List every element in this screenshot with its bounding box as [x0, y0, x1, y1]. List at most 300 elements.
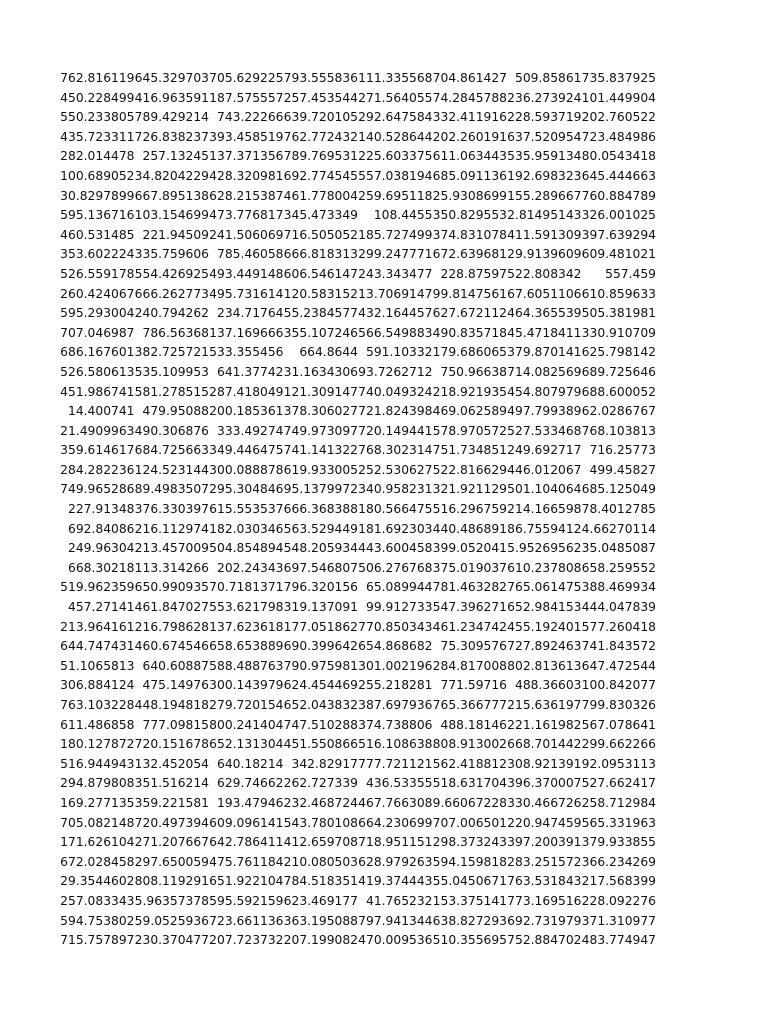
table-cell: 9.66067228 [432, 795, 507, 810]
table-cell: 692.84086 [68, 521, 135, 536]
table-cell: 460.674546 [134, 639, 209, 654]
table-cell: 271.207667 [134, 835, 209, 850]
table-cell: 89.4983507 [134, 482, 209, 497]
table-cell: 557.038194 [358, 168, 433, 183]
table-cell: 259.695118 [358, 188, 433, 203]
table-cell: 595.293004 [60, 306, 135, 321]
table-cell: 359.221581 [134, 795, 209, 810]
table-cell: 715.757897 [60, 933, 135, 948]
table-cell: 765.366777 [432, 698, 507, 712]
table-cell: 284.817008 [432, 658, 507, 673]
table-cell: 440.486891 [432, 521, 507, 536]
table-cell: 4.66270114 [581, 521, 656, 536]
table-cell: 654.868682 [358, 639, 433, 654]
table-cell: 548.205934 [283, 541, 358, 556]
table-cell: 461.778004 [283, 188, 358, 203]
table-cell: 760.884789 [581, 188, 656, 203]
table-cell: 516.108638 [358, 737, 433, 752]
table-cell: 610.859633 [581, 286, 656, 301]
table-cell: 516.296759 [432, 502, 507, 517]
table-cell: 461.234742 [432, 619, 507, 634]
table-row [60, 520, 656, 540]
table-cell: 707.006501 [432, 815, 507, 830]
table-cell: 297.650059 [134, 854, 209, 869]
table-cell: 664.8644 [299, 345, 358, 360]
table-cell: 752.884702 [507, 933, 582, 948]
table-row [60, 285, 656, 305]
table-cell: 451.986741 [60, 384, 135, 399]
table-cell: 216.112974 [134, 521, 209, 536]
table-cell: 215.636197 [507, 698, 582, 712]
table-cell: 200.185361 [209, 404, 284, 419]
table-cell: 374.738806 [358, 717, 433, 732]
table-cell: 666.368388 [283, 502, 358, 517]
table-cell: 295.304846 [209, 482, 284, 497]
table-cell: 232.468724 [283, 795, 358, 810]
table-row [60, 794, 656, 814]
table-cell: 397.200391 [507, 835, 582, 850]
table-cell: 31.1634306 [283, 364, 358, 379]
table-cell: 543.780108 [283, 815, 358, 830]
table-cell: 802.813613 [507, 658, 582, 673]
table-cell: 221.94509 [142, 227, 209, 242]
table-cell: 236.273924 [507, 90, 582, 105]
table-row [60, 69, 656, 89]
table-cell: 13.7069147 [358, 286, 433, 301]
table-cell: 187.575557 [209, 90, 284, 105]
table-cell: 446.012067 [507, 462, 582, 477]
table-row [60, 814, 656, 834]
table-cell: 645.444663 [581, 168, 656, 183]
table-cell: 100.842077 [581, 678, 656, 693]
table-cell: 5.96357378 [134, 893, 209, 908]
table-cell: 628.215387 [209, 188, 284, 203]
table-row [60, 892, 656, 912]
table-cell: 55.2384577 [283, 306, 358, 321]
table-cell: 697.546807 [283, 560, 358, 575]
table-cell: 566.549883 [358, 325, 433, 340]
table-cell: 169.277135 [60, 795, 135, 810]
table-cell: 473.776817 [209, 208, 284, 223]
table-cell: 637.520954 [507, 129, 582, 144]
table-cell: 378.306027 [283, 404, 358, 419]
table-cell: 332.411916 [432, 110, 507, 125]
table-cell: 664.230699 [358, 815, 433, 830]
table-row [60, 167, 656, 187]
table-cell: 800.241404 [209, 717, 284, 732]
table-cell: 705.629225 [209, 71, 284, 85]
table-cell: 741.141322 [283, 443, 358, 458]
table-row [60, 637, 656, 657]
table-cell: 784.518351 [283, 874, 358, 889]
table-cell: 716.25773 [589, 443, 656, 458]
table-cell: 781.463282 [432, 580, 507, 595]
table-cell: 100.689052 [60, 168, 135, 183]
table-cell: 464.365539 [507, 306, 582, 321]
table-cell: 624.454469 [283, 678, 358, 693]
table-cell: 777.721121 [358, 756, 433, 771]
table-cell: 672.639681 [432, 247, 507, 262]
table-cell: 78.4012785 [581, 502, 656, 517]
table-row [60, 578, 656, 598]
table-row [60, 363, 656, 383]
table-cell: 652.131304 [209, 737, 284, 752]
table-cell: 509.85861 [515, 71, 582, 85]
table-cell: 217.568399 [581, 874, 656, 889]
table-cell: 611.486858 [60, 717, 135, 732]
table-cell: 475.14976 [142, 678, 209, 693]
table-cell: 777.09815 [142, 717, 209, 732]
table-cell: 249.96304 [68, 541, 135, 556]
table-cell: 651.922104 [209, 874, 284, 889]
table-cell: 397.639294 [581, 227, 656, 242]
table-cell: 99.8147561 [432, 286, 507, 301]
table-cell: 638.827293 [432, 913, 507, 928]
table-cell: 493.449148 [209, 266, 284, 281]
table-cell: 723.661136 [209, 913, 284, 928]
table-cell: 652.043832 [283, 698, 358, 712]
table-cell: 705.082148 [60, 815, 135, 830]
table-cell: 650.990935 [134, 580, 209, 595]
table-cell: 180.566475 [358, 502, 433, 517]
table-cell: 99.912733 [366, 600, 433, 615]
table-row [60, 912, 656, 932]
table-cell: 647.472544 [581, 658, 656, 673]
table-cell: 553.621798 [209, 600, 284, 615]
table-cell: 396.370007 [507, 776, 582, 791]
table-row [60, 89, 656, 109]
table-row [60, 441, 656, 461]
table-row [60, 696, 656, 716]
table-cell: 490.306876 [134, 423, 209, 438]
table-cell: 510.355695 [432, 933, 507, 948]
table-cell: 785.46058 [217, 247, 284, 262]
table-cell: 319.137091 [283, 600, 358, 615]
table-cell: 207.723732 [209, 933, 284, 948]
table-cell: 639.720105 [283, 110, 358, 125]
table-cell: 193.47946 [217, 795, 284, 810]
table-cell: 171.626104 [60, 835, 135, 850]
table-cell: 30.8297899 [60, 188, 135, 203]
table-cell: 460.531485 [60, 227, 135, 242]
table-cell: 797.941344 [358, 913, 433, 928]
table-cell: 379.933855 [581, 835, 656, 850]
table-cell: 207.199082 [283, 933, 358, 948]
table-cell: 359.614617 [60, 443, 135, 458]
table-cell: 591.10332 [366, 345, 433, 360]
table-cell: 300.088878 [209, 462, 284, 477]
table-cell: 726.838237 [134, 129, 209, 144]
table-cell: 518.631704 [432, 776, 507, 791]
table-cell: 225.603375 [358, 149, 433, 164]
table-cell: 62.0286767 [581, 404, 656, 419]
table-cell: 714.082569 [507, 364, 582, 379]
table-cell: 257.453544 [283, 90, 358, 105]
table-cell: 522.816629 [432, 462, 507, 477]
table-row [60, 402, 656, 422]
table-cell: 234.71764 [217, 306, 284, 321]
table-row [60, 931, 656, 951]
table-cell: 330.466726 [507, 795, 582, 810]
table-cell: 300.143979 [209, 678, 284, 693]
table-cell: 557.459 [605, 266, 656, 281]
table-cell: 799.830326 [581, 698, 656, 712]
table-cell: 379.870141 [507, 345, 582, 360]
table-cell: 137.623618 [209, 619, 284, 634]
table-cell: 185.727499 [358, 227, 433, 242]
table-cell: 306.884124 [60, 678, 135, 693]
table-cell: 763.531843 [507, 874, 582, 889]
table-cell: 768.302314 [358, 443, 433, 458]
table-cell: 120.583152 [283, 286, 358, 301]
table-row [60, 206, 656, 226]
table-cell: 67.6051106 [507, 286, 582, 301]
table-cell: 137.169666 [209, 325, 284, 340]
table-cell: 308.921391 [507, 756, 582, 771]
table-cell: 335.759606 [134, 247, 209, 262]
table-cell: 527.662417 [581, 776, 656, 791]
table-row [60, 480, 656, 500]
table-cell: 740.049324 [358, 384, 433, 399]
table-cell: 720.151678 [134, 737, 209, 752]
table-cell: 93.7262712 [358, 364, 433, 379]
table-row [60, 383, 656, 403]
table-cell: 479.95088 [142, 404, 209, 419]
table-cell: 483.774947 [581, 933, 656, 948]
table-cell: 301.002196 [358, 658, 433, 673]
table-cell: 451.550866 [283, 737, 358, 752]
table-cell: 330.910709 [581, 325, 656, 340]
table-cell: 375.019037 [432, 560, 507, 575]
table-cell: 252.530627 [358, 462, 433, 477]
table-cell: 526.559178 [60, 266, 135, 281]
table-row [60, 598, 656, 618]
table-cell: 786.56368 [142, 325, 209, 340]
table-cell: 749.973097 [283, 423, 358, 438]
table-cell: 25.9308699 [432, 188, 507, 203]
table-row [60, 872, 656, 892]
table-cell: 5.95269562 [507, 541, 582, 556]
table-cell: 692.774545 [283, 168, 358, 183]
table-cell: 763.103228 [60, 698, 135, 712]
table-cell: 644.747431 [60, 639, 135, 654]
table-cell: 220.947459 [507, 815, 582, 830]
table-row [60, 559, 656, 579]
table-row [60, 755, 656, 775]
table-cell: 374.831078 [432, 227, 507, 242]
table-cell: 796.320156 [283, 580, 358, 595]
table-cell: 298.373243 [432, 835, 507, 850]
table-cell: 29.9139609 [507, 247, 582, 262]
table-cell: 581.278515 [134, 384, 209, 399]
table-cell: 113.314266 [134, 560, 209, 575]
table-row [60, 108, 656, 128]
table-cell: 640.18214 [217, 756, 284, 771]
table-cell: 51.1065813 [60, 658, 135, 673]
table-cell: 279.720154 [209, 698, 284, 712]
table-cell: 218.921935 [432, 384, 507, 399]
table-cell: 501.104064 [507, 482, 582, 497]
table-row [60, 676, 656, 696]
table-cell: 351.516214 [134, 776, 209, 791]
table-cell: 535.109953 [134, 364, 209, 379]
table-cell: 241.506069 [209, 227, 284, 242]
table-cell: 34.8204229 [134, 168, 209, 183]
table-cell: 393.458519 [209, 129, 284, 144]
table-cell: 124.523144 [134, 462, 209, 477]
table-cell: 522.808342 [507, 266, 582, 281]
table-cell: 594.753802 [60, 913, 135, 928]
table-cell: 808.119291 [134, 874, 209, 889]
table-cell: 326.001025 [581, 208, 656, 223]
table-cell: 366.234269 [581, 854, 656, 869]
table-cell: 14.400741 [68, 404, 135, 419]
table-cell: 214.166598 [507, 502, 582, 517]
table-cell: 716.505052 [283, 227, 358, 242]
table-cell: 342.82917 [291, 756, 358, 771]
table-cell: 721.824398 [358, 404, 433, 419]
table-cell: 666.818313 [283, 247, 358, 262]
number-table-body [60, 69, 656, 951]
table-cell: 262.727339 [283, 776, 358, 791]
table-cell: 641.37742 [217, 364, 284, 379]
table-cell: 645.329703 [134, 71, 209, 85]
table-cell: 216.798628 [134, 619, 209, 634]
table-cell: 355.107246 [283, 325, 358, 340]
table-cell: 554.426925 [134, 266, 209, 281]
table-cell: 588.488763 [209, 658, 284, 673]
table-cell: 210.080503 [283, 854, 358, 869]
table-cell: 412.659708 [283, 835, 358, 850]
table-cell: 177.051862 [283, 619, 358, 634]
table-cell: 29.3544602 [60, 874, 135, 889]
table-cell: 627.672112 [432, 306, 507, 321]
table-cell: 387.697936 [358, 698, 433, 712]
table-cell: 59.0525936 [134, 913, 209, 928]
table-cell: 762.816119 [60, 71, 135, 85]
table-cell: 652.984153 [507, 600, 582, 615]
table-cell: 773.169516 [507, 893, 582, 908]
table-cell: 606.546147 [283, 266, 358, 281]
table-cell: 340.958231 [358, 482, 433, 497]
table-cell: 455.192401 [507, 619, 582, 634]
table-cell: 685.125049 [581, 482, 656, 497]
table-cell: 2.81495143 [507, 208, 582, 223]
table-cell: 743.22266 [217, 110, 284, 125]
table-cell: 578.970572 [432, 423, 507, 438]
table-cell: 227.91348 [68, 502, 135, 517]
table-cell: 658.259552 [581, 560, 656, 575]
table-cell: 692.731979 [507, 913, 582, 928]
table-cell: 353.602224 [60, 247, 135, 262]
table-cell: 765.061475 [507, 580, 582, 595]
table-cell: 132.452054 [134, 756, 209, 771]
table-cell: 686.167601 [60, 345, 135, 360]
table-cell: 533.355456 [209, 345, 284, 360]
table-cell: 690.399642 [283, 639, 358, 654]
table-row [60, 226, 656, 246]
table-cell: 192.698323 [507, 168, 582, 183]
table-cell: 333.49274 [217, 423, 284, 438]
table-cell: 762.772432 [283, 129, 358, 144]
number-table [60, 69, 656, 951]
table-row [60, 245, 656, 265]
table-cell: 768.103813 [581, 423, 656, 438]
table-row [60, 461, 656, 481]
table-cell: 770.850343 [358, 619, 433, 634]
table-cell: 95.1379972 [283, 482, 358, 497]
table-cell: 808.913002 [432, 737, 507, 752]
table-row [60, 128, 656, 148]
table-cell: 628.979263 [358, 854, 433, 869]
table-cell: 213.457009 [134, 541, 209, 556]
table-cell: 202.260191 [432, 129, 507, 144]
table-cell: 202.760522 [581, 110, 656, 125]
table-row [60, 735, 656, 755]
table-cell: 751.734851 [432, 443, 507, 458]
table-cell: 399.052041 [432, 541, 507, 556]
table-cell: 504.854894 [209, 541, 284, 556]
table-cell: 563.529449 [283, 521, 358, 536]
table-cell: 121.309147 [283, 384, 358, 399]
table-cell: 625.798142 [581, 345, 656, 360]
table-cell: 535.959134 [507, 149, 582, 164]
table-cell: 688.600052 [581, 384, 656, 399]
table-row [60, 324, 656, 344]
table-row [60, 539, 656, 559]
table-cell: 567.078641 [581, 717, 656, 732]
table-cell: 562.418812 [432, 756, 507, 771]
table-cell: 299.247771 [358, 247, 433, 262]
table-row [60, 853, 656, 873]
table-cell: 609.481021 [581, 247, 656, 262]
table-cell: 411.591309 [507, 227, 582, 242]
table-cell: 505.381981 [581, 306, 656, 321]
table-cell: 435.723311 [60, 129, 135, 144]
table-row [60, 265, 656, 285]
table-cell: 182.030346 [209, 521, 284, 536]
table-cell: 65.089944 [366, 580, 433, 595]
table-cell: 292.647584 [358, 110, 433, 125]
table-cell: 488.18146 [440, 717, 507, 732]
table-cell: 565.331963 [581, 815, 656, 830]
table-cell: 747.510288 [283, 717, 358, 732]
table-cell: 103.154699 [134, 208, 209, 223]
table-cell: 153.375141 [432, 893, 507, 908]
table-cell: 619.933005 [283, 462, 358, 477]
table-cell: 610.237808 [507, 560, 582, 575]
table-cell: 228.593719 [507, 110, 582, 125]
table-cell: 140.528644 [358, 129, 433, 144]
table-row [60, 657, 656, 677]
table-cell: 45.4718411 [507, 325, 582, 340]
table-cell: 255.218281 [358, 678, 433, 693]
table-row [60, 343, 656, 363]
table-cell: 108.4455 [373, 208, 433, 223]
table-cell: 258.712984 [581, 795, 656, 810]
table-cell: 230.370477 [134, 933, 209, 948]
table-cell: 282.014478 [60, 149, 135, 164]
table-row [60, 187, 656, 207]
table-row [60, 422, 656, 442]
table-cell: 75.309576 [440, 639, 507, 654]
table-cell: 718.951151 [358, 835, 433, 850]
table-cell: 137.371356 [209, 149, 284, 164]
table-cell: 416.963591 [134, 90, 209, 105]
table-cell: 202.24343 [217, 560, 284, 575]
table-cell: 488.36603 [515, 678, 582, 693]
table-cell: 595.136716 [60, 208, 135, 223]
